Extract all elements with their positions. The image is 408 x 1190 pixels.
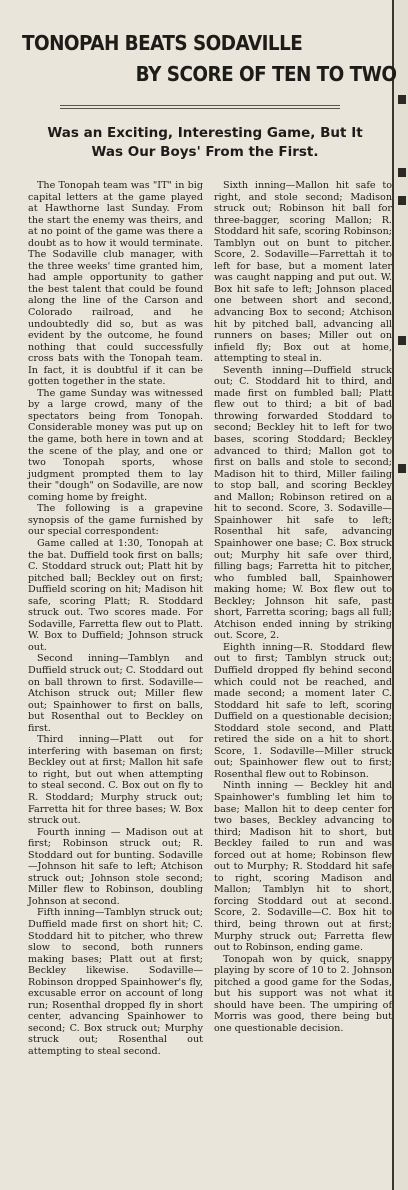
print-mark bbox=[398, 196, 406, 205]
paragraph: The game Sunday was witnessed by a large crowd, many of the spectators being from Tonopah. Considerable money was put up on the game, both here in town and at the scene of the play, and one or two Tonopah sports, whose judgment prompted them to lay their "dough" on Sodaville, are now coming home by freight. bbox=[28, 387, 203, 503]
divider-rule bbox=[60, 105, 340, 106]
paragraph: Fourth inning — Madison out at first; Robinson struck out; R. Stoddard out for bunting. Sodaville—Johnson hit safe to left; Atchison struck out; Johnson stole second; Miller flew to Robinson, doubling Johnson at second. bbox=[28, 826, 203, 907]
print-mark bbox=[398, 168, 406, 177]
paragraph: Seventh inning—Duffield struck out; C. Stoddard hit to third, and made first on fumbled ball; Platt flew out to third; a bit of bad throwing forwarded Stoddard to second; Beckley hit to left for two bases, scoring Stoddard; Beckley advanced to third; Mallon got to first on balls and stole to second; Madison hit to third, Miller failing to stop ball, and scoring Beckley and Mallon; Robinson retired on a hit to second. Score, 3. Sodaville—Spainhower hit safe to left; Rosenthal hit safe, advancing Spainhower one base; C. Box struck out; Murphy hit safe over third, filling bags; Farretta hit to pitcher, who fumbled ball, Spainhower making home; W. Box flew out to Beckley; Johnson hit safe, past short, Farretta scoring; bags all full; Atchison ended inning by striking out. Score, 2. bbox=[214, 364, 392, 642]
headline-line-2: BY SCORE OF TEN TO TWO bbox=[135, 62, 396, 86]
divider-rule bbox=[60, 108, 340, 109]
paragraph: The Tonopah team was "IT" in big capital letters at the game played at Hawthorne last Sunday. From the start the enemy was theirs, and at no point of the game was there a doubt as to how it would terminate. The Sodaville club manager, with the three weeks' time granted him, had ample opportunity to gather the best talent that could be found along the line of the Carson and Colorado railroad, and he undoubtedly did so, but as was evident by the outcome, he found nothing that could successfully cross bats with the Tonopah team. In fact, it is doubtful if it can be gotten together in the state. bbox=[28, 180, 203, 388]
paragraph: Second inning—Tamblyn and Duffield struck out; C. Stoddard out on ball thrown to first. Sodaville—Atchison struck out; Miller flew out; Spainhower to first on balls, but Rosenthal out to Beckley on first. bbox=[28, 653, 203, 734]
print-mark bbox=[398, 95, 406, 104]
paragraph: The following is a grapevine synopsis of the game furnished by our special correspondent: bbox=[28, 503, 203, 538]
headline-line-1: TONOPAH BEATS SODAVILLE bbox=[22, 31, 303, 55]
paragraph: Game called at 1:30, Tonopah at the bat. Duffield took first on balls; C. Stoddard struck out; Platt hit by pitched ball; Beckley out on first; Duffield scoring on hit; Madison hit safe, scoring Platt; R. Stoddard struck out. Two scores made. For Sodaville, Farretta flew out to Platt. W. Box to Duffield; Johnson struck out. bbox=[28, 537, 203, 653]
subheadline: Was an Exciting, Interesting Game, But It Was Our Boys' From the First. bbox=[47, 125, 363, 160]
article-column-left bbox=[28, 180, 203, 1058]
paragraph: Eighth inning—R. Stoddard flew out to first; Tamblyn struck out; Duffield dropped fly behind second which could not be reached, and made second; a moment later C. Stoddard hit safe to left, scoring Duffield on a questionable decision; Stoddard stole second, and Platt retired the side on a hit to short. Score, 1. Sodaville—Miller struck out; Spainhower flew out to first; Rosenthal flew out to Robinson. bbox=[214, 641, 392, 780]
print-mark bbox=[398, 464, 406, 473]
paragraph: Ninth inning — Beckley hit and Spainhower's fumbling let him to base; Mallon hit to deep center for two bases, Beckley advancing to third; Madison hit to short, but Beckley failed to run and was forced out at home; Robinson flew out to Murphy; R. Stoddard hit safe to right, scoring Madison and Mallon; Tamblyn hit to short, forcing Stoddard out at second. Score, 2. Sodaville—C. Box hit to third, being thrown out at first; Murphy struck out; Farretta flew out to Robinson, ending game. bbox=[214, 780, 392, 954]
paragraph: Tonopah won by quick, snappy playing by score of 10 to 2. Johnson pitched a good game for the Sodas, but his support was not what it should have been. The umpiring of Morris was good, there being but one questionable decision. bbox=[214, 953, 392, 1034]
print-mark bbox=[398, 336, 406, 345]
paragraph: Fifth inning—Tamblyn struck out; Duffield made first on short hit; C. Stoddard hit to pitcher, who threw slow to second, both runners making bases; Platt out at first; Beckley likewise. Sodaville—Robinson dropped Spainhower's fly, excusable error on account of long run; Rosenthal dropped fly in short center, advancing Spainhower to second; C. Box struck out; Murphy struck out; Rosenthal out attempting to steal second. bbox=[28, 907, 203, 1058]
article-column-right bbox=[214, 180, 392, 1034]
paragraph: Third inning—Platt out for interfering with baseman on first; Beckley out at first; Mallon hit safe to right, but out when attempting to steal second. C. Box out on fly to R. Stoddard; Murphy struck out; Farretta hit for three bases; W. Box struck out. bbox=[28, 734, 203, 827]
paragraph: Sixth inning—Mallon hit safe to right, and stole second; Madison struck out; Robinson hit ball for three-bagger, scoring Mallon; R. Stoddard hit safe, scoring Robinson; Tamblyn out on bunt to pitcher. Score, 2. Sodaville—Farrettah it to left for base, but a moment later was caught napping and put out. W. Box hit safe to left; Johnson placed one between short and second, advancing Box to second; Atchison hit by pitched ball, advancing all runners on bases; Miller out on infield fly; Box out at home, attempting to steal in. bbox=[214, 180, 392, 365]
adjacent-column-edge bbox=[394, 0, 408, 1190]
